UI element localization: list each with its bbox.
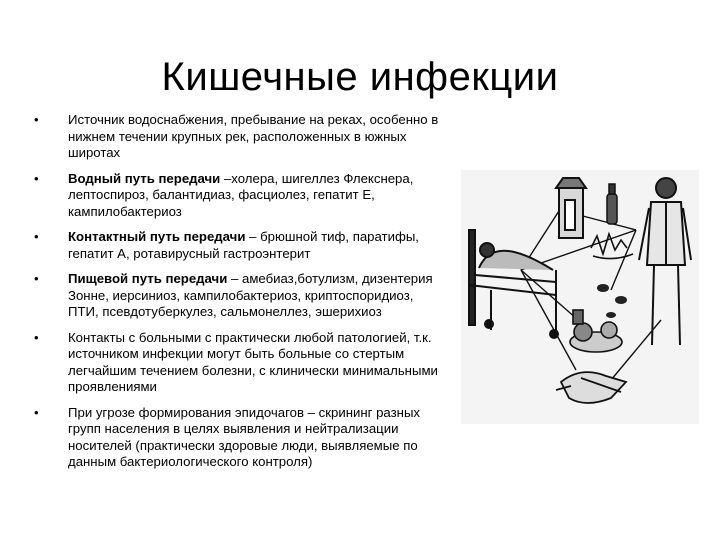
transmission-illustration [461,170,699,424]
bullet-item [34,405,444,471]
slide-title: Кишечные инфекции [161,54,559,99]
bullet-dot: • [34,112,39,127]
bullet-text: –холера, шигеллез Флекснера, лептоспироз, балантидиаз, фасциолез, гепатит Е, кампилобактериоз [68,170,414,219]
bullet-dot: • [34,404,39,420]
bullet-item [34,271,444,321]
bullet-item [34,171,444,221]
bullet-text: При угрозе формирования эпидочагов – скрининг разных групп населения в целях выявления и нейтрализации носителей (практически здоровые люди, выявляемые по данным бактериологического контроля) [68,404,421,469]
bullet-item [34,112,444,162]
bullet-text: Источник водоснабжения, пребывание на реках, особенно в нижнем течении крупных рек, расположенных в южных широтах [68,112,439,160]
toilet-outhouse-icon [556,178,586,238]
bullet-dot: • [34,229,39,244]
bullet-list [34,112,444,480]
bullet-bold: Контактный путь передачи [68,229,246,244]
handshake-icon [556,372,626,403]
standing-man-icon [639,178,691,345]
bullet-dot: • [34,271,39,286]
bullet-text: – амебиаз,ботулизм, дизентерия Зонне, иерсиниоз, кампилобактериоз, криптоспоридиоз, ПТИ, псевдотуберкулез, сальмонеллез, эшерихиоз [68,271,433,319]
bullet-dot: • [34,170,39,186]
bullet-bold: Пищевой путь передачи [68,271,228,286]
water-bottle-icon [607,184,617,224]
bullet-bold: Водный путь передачи [68,170,221,186]
bullet-dot: • [34,329,39,345]
bullet-text: – брюшной тиф, паратифы, гепатит А, ротавирусный гастроэнтерит [68,229,419,261]
bullet-item [34,330,444,396]
bullet-text: Контакты с больными с практически любой патологией, т.к. источником инфекции могут быть больные со стертым легчайшим течением болезни, с клинически минимальными проявлениями [68,329,438,394]
bullet-item [34,229,444,262]
bed-patient-icon [469,230,558,338]
